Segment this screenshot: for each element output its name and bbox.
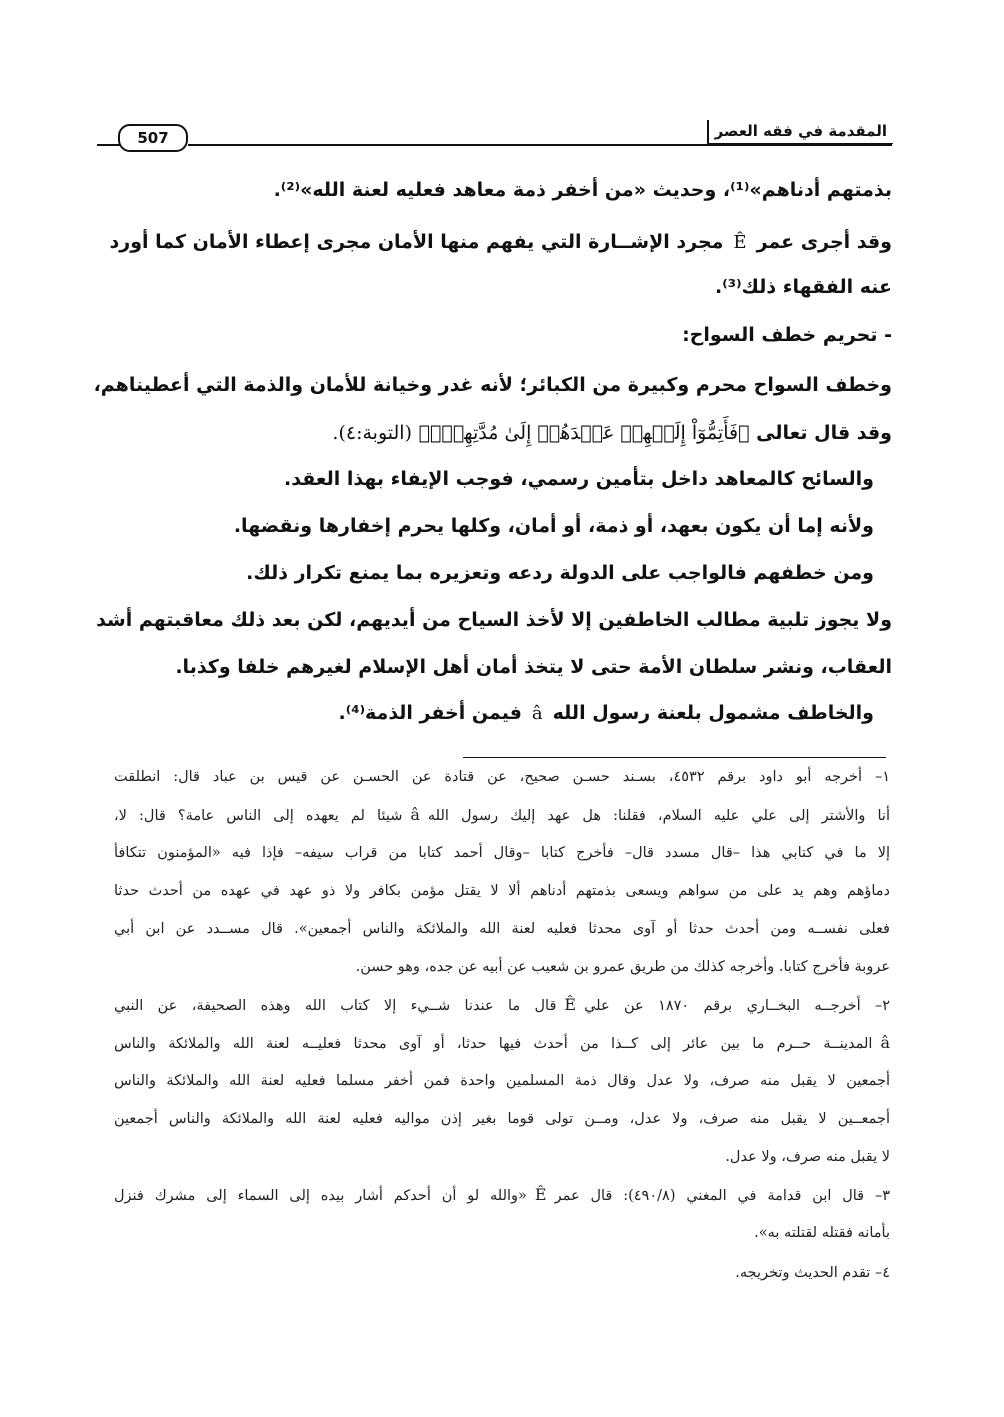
footnote-2-line-1-start: ٢– أخرجــه البخــاري برقم ١٨٧٠ عن علي — [584, 998, 891, 1014]
honor-symbol-ali: Ê — [564, 995, 577, 1014]
footnote-1-line-6: عروبة فأخرج كتابا. وأخرجه كذلك من طريق عمرو بن شعيب عن أبيه عن جده، وهو حسن. — [355, 959, 890, 975]
footnote-2-line-3: أجمعين لا يقبل منه صرف، ولا عدل وقال ذمة المسلمين واحدة فمن أخفر مسلما فعليه لعنة الله والملائكة والناس — [114, 1073, 890, 1089]
quran-verse: ﴿فَأَتِمُّوٓاْ إِلَيۡهِمۡ عَهۡدَهُمۡ إِلَىٰ مُدَّتِهِمۡۚ﴾ — [418, 422, 750, 444]
body-line-5 — [332, 418, 892, 448]
footnote-4: ٤– تقدم الحديث وتخريجه. — [735, 1265, 890, 1281]
footnote-rule — [463, 757, 886, 758]
footnote-2-line-1 — [114, 993, 890, 1018]
body-line-2-start: وقد أجرى عمر — [756, 231, 892, 253]
section-heading: - تحريم خطف السواح: — [682, 324, 892, 346]
footnote-1-line-1: ١– أخرجه أبو داود برقم ٤٥٣٢، بسـند حسـن صحيح، عن قتادة عن الحسـن عن قيس بن عباد قال: انطلقت — [114, 769, 890, 785]
footnote-2-line-4: أجمعــين لا يقبل منه صرف، ولا عدل، ومــن تولى قوما بغير إذن مواليه فعليه لعنة الله والملائكة والناس أجمعين — [114, 1111, 890, 1127]
footnote-1-line-3: إلا ما في كتابي هذا –قال مسدد قال– فأخرج كتابا –وقال أحمد كتابا من قراب سيفه– فإذا فيه «المؤمنون تتكافأ — [114, 845, 890, 861]
body-line-11 — [339, 698, 874, 729]
honor-symbol-omar-fn3: Ê — [534, 1185, 547, 1204]
body-line-1: بذمتهم أدناهم»⁽¹⁾، وحديث «من أخفر ذمة معاهد فعليه لعنة الله»⁽²⁾. — [273, 179, 892, 201]
page-number: 507 — [118, 124, 188, 152]
body-line-10: العقاب، ونشر سلطان الأمة حتى لا يتخذ أمان أهل الإسلام لغيرهم خلفا وكذبا. — [175, 656, 892, 678]
header-rule — [188, 144, 892, 146]
honor-symbol-prophet-fn2: â — [880, 1033, 890, 1052]
footnote-3-line-1 — [114, 1183, 890, 1208]
body-line-7: ولأنه إما أن يكون بعهد، أو ذمة، أو أمان، وكلها يحرم إخفارها ونقضها. — [233, 515, 874, 537]
footnote-2-line-2 — [114, 1031, 890, 1056]
body-line-8: ومن خطفهم فالواجب على الدولة ردعه وتعزيره بما يمنع تكرار ذلك. — [246, 562, 874, 584]
footnote-1-line-2-end: شيئا لم يعهده إلى الناس عامة؟ قال: لا، — [114, 808, 403, 824]
honor-symbol-prophet-fn1: â — [410, 805, 420, 824]
footnote-2-line-2-text: المدينــة حــرم ما بين عائر إلى كــذا من أحدث فيها حدثا، أو آوى محدثا فعليــه لعنة الله والملائكة والناس — [114, 1036, 873, 1052]
body-line-2-end: مجرد الإشــارة التي يفهم منها الأمان مجرى إعطاء الأمان كما أورد — [109, 231, 724, 253]
footnote-3-line-2: بأمانه فقتله لقتلته به». — [754, 1225, 890, 1241]
footnote-1-line-5: فعلى نفســه ومن أحدث حدثا أو آوى محدثا فعليه لعنة الله والملائكة والناس أجمعين». قال مســدد عن ابن أبي — [114, 921, 890, 937]
footnote-3-line-1-end: «والله لو أن أحدكم أشار بيده إلى السماء إلى مشرك فنزل — [114, 1188, 527, 1204]
body-line-4: وخطف السواح محرم وكبيرة من الكبائر؛ لأنه غدر وخيانة للأمان والذمة التي أعطيناهم، — [93, 374, 892, 396]
body-line-11-end: فيمن أخفر الذمة⁽⁴⁾. — [338, 702, 522, 724]
body-line-11-start: والخاطف مشمول بلعنة رسول الله — [552, 702, 874, 724]
footnote-2-line-5: لا يقبل منه صرف، ولا عدل. — [725, 1149, 890, 1165]
body-line-3: عنه الفقهاء ذلك⁽³⁾. — [715, 276, 892, 298]
body-line-6: والسائح كالمعاهد داخل بتأمين رسمي، فوجب الإيفاء بهذا العقد. — [284, 468, 874, 490]
footnote-1-line-2-start: أنا والأشتر إلى علي عليه السلام، فقلنا: هل عهد إليك رسول الله — [427, 808, 890, 824]
quran-intro: وقد قال تعالى — [756, 422, 892, 444]
footnote-1-line-4: دماؤهم وهم يد على من سواهم ويسعى بذمتهم أدناهم ألا لا يقتل مؤمن بكافر ولا ذو عهد في عهده من أحدث حدثا — [114, 883, 890, 899]
honor-symbol-prophet: â — [531, 703, 543, 724]
body-line-9: ولا يجوز تلبية مطالب الخاطفين إلا لأخذ السياح من أيديهم، لكن بعد ذلك معاقبتهم أشد — [96, 609, 892, 631]
book-title: المقدمة في فقه العصر — [707, 120, 893, 144]
footnote-3-line-1-start: ٣– قال ابن قدامة في المغني (٤٩٠/٨): قال عمر — [554, 1188, 891, 1204]
body-line-2 — [109, 227, 892, 258]
footnote-2-line-1-end: قال ما عندنا شــيء إلا كتاب الله وهذه الصحيفة، عن النبي — [114, 998, 557, 1014]
footnote-1-line-2 — [114, 803, 890, 828]
quran-reference: (التوبة:٤). — [332, 422, 412, 444]
honor-symbol-omar: Ê — [733, 232, 747, 253]
